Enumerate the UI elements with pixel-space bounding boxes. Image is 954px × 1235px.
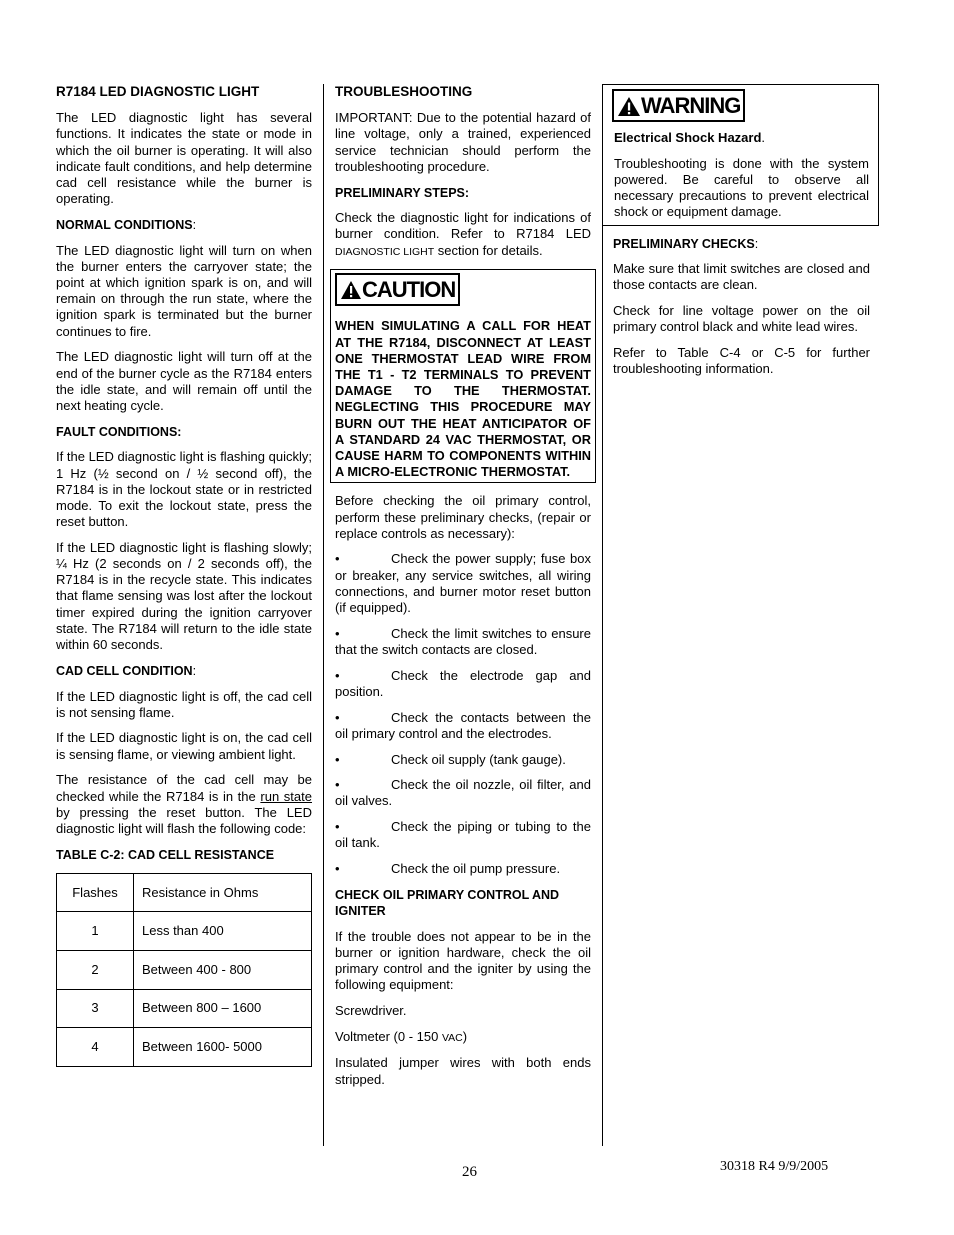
- run-state-underlined: run state: [260, 788, 312, 804]
- bullet-dot: •: [335, 667, 340, 683]
- bullet-dot: •: [335, 551, 340, 567]
- list-item-text: • Check the piping or tubing to the oil tank.: [335, 819, 591, 851]
- paragraph: If the LED diagnostic light is off, the cad cell is not sensing flame.: [56, 688, 312, 720]
- subheading-cad: CAD CELL CONDITION:: [56, 663, 197, 678]
- table-cell: Less than 400: [134, 912, 312, 951]
- list-item-text: • Check the oil nozzle, oil filter, and oil valves.: [335, 777, 591, 809]
- column-warning: [602, 84, 879, 387]
- table-row: [57, 989, 312, 1028]
- list-item-text: • Check the limit switches to ensure that the switch contacts are closed.: [335, 625, 591, 657]
- table-cell: 1: [57, 912, 134, 951]
- table-header-cell: Resistance in Ohms: [134, 873, 312, 912]
- paragraph: If the LED diagnostic light is flashing slowly; ¼ Hz (2 seconds on / 2 seconds off), the R7184 is in the recycle state. This indicates that flame sensing was lost after the lockout timer expired during the ignition carryover state. The R7184 will return to the idle state within 60 seconds.: [56, 539, 312, 653]
- table-row: [57, 912, 312, 951]
- section-heading-led: R7184 LED DIAGNOSTIC LIGHT: [56, 84, 260, 99]
- paragraph: The resistance of the cad cell may be checked while the R7184 is in the run state by pressing the reset button. The LED diagnostic light will flash the following code:: [56, 772, 312, 836]
- subheading-preliminary-checks: PRELIMINARY CHECKS:: [613, 236, 759, 251]
- warning-triangle-icon: [617, 96, 641, 117]
- document-id: 30318 R4 9/9/2005: [720, 1159, 829, 1174]
- caution-text: WHEN SIMULATING A CALL FOR HEAT AT THE R7184, DISCONNECT AT LEAST ONE THERMOSTAT LEAD WIRE FROM THE T1 - T2 TERMINALS TO PREVENT DAMAGE TO THE THERMOSTAT. NEGLECTING THIS PROCEDURE MAY BURN OUT THE HEAT ANTICIPATOR OF A STANDARD 24 VAC THERMOSTAT, OR CAUSE HARM TO COMPONENTS WITHIN A MICRO-ELECTRONIC THERMOSTAT.: [335, 318, 591, 480]
- subheading-fault: FAULT CONDITIONS:: [56, 424, 182, 439]
- section-heading-troubleshooting: TROUBLESHOOTING: [335, 84, 473, 99]
- table-cell: Between 800 – 1600: [134, 989, 312, 1028]
- paragraph: The LED diagnostic light will turn on when the burner enters the carryover state; the point at which ignition spark is on, and will remain on through the run state, where the ignition spark is terminated but the burner continues to fire.: [56, 242, 312, 339]
- column-led-diagnostic: [56, 84, 312, 1067]
- column-divider-left: [323, 84, 324, 1146]
- paragraph: Before checking the oil primary control, perform these preliminary checks, (repair or replace controls as necessary):: [335, 493, 591, 541]
- subheading-check-oil-primary: CHECK OIL PRIMARY CONTROL AND IGNITER: [335, 887, 560, 918]
- bullet-dot: •: [335, 819, 340, 835]
- paragraph: If the LED diagnostic light is on, the cad cell is sensing flame, or viewing ambient light.: [56, 730, 312, 762]
- paragraph: The LED diagnostic light will turn off at the end of the burner cycle as the R7184 enters the idle state, and will remain off until the next heating cycle.: [56, 349, 312, 413]
- paragraph: Insulated jumper wires with both ends stripped.: [335, 1055, 591, 1087]
- paragraph: IMPORTANT: Due to the potential hazard of line voltage, only a trained, experienced service technician should perform the troubleshooting procedure.: [335, 110, 591, 174]
- warning-label: [612, 89, 745, 122]
- subheading-preliminary-steps: PRELIMINARY STEPS:: [335, 185, 470, 200]
- list-item-text: • Check the oil pump pressure.: [335, 861, 561, 877]
- caution-box: [330, 269, 596, 483]
- list-item: [335, 668, 591, 700]
- list-item-text: • Check the contacts between the oil primary control and the electrodes.: [335, 709, 591, 741]
- paragraph: Make sure that limit switches are closed and those contacts are clean.: [613, 261, 870, 293]
- paragraph: If the LED diagnostic light is flashing quickly; 1 Hz (½ second on / ½ second off), the R7184 is in the lockout state or in restricted mode. To exit the lockout state, press the reset button.: [56, 449, 312, 530]
- list-item-text: • Check oil supply (tank gauge).: [335, 751, 566, 767]
- caution-label: [335, 273, 460, 306]
- paragraph: The LED diagnostic light has several functions. It indicates the state or mode in which the oil burner is operating. It will also indicate fault conditions, and help determine cad cell resistance while the burner is operating.: [56, 110, 312, 207]
- list-item: [335, 861, 591, 877]
- hazard-title: Electrical Shock Hazard.: [614, 130, 766, 145]
- table-cell: 3: [57, 989, 134, 1028]
- table-header-row: [57, 873, 312, 912]
- list-item-text: • Check the power supply; fuse box or breaker, any service switches, all wiring connections, and burner motor reset button (if equipped).: [335, 551, 591, 616]
- table-cell: 4: [57, 1028, 134, 1067]
- table-cell: Between 400 - 800: [134, 951, 312, 990]
- list-item: [335, 752, 591, 768]
- paragraph: Check for line voltage power on the oil primary control black and white lead wires.: [613, 303, 870, 335]
- cad-cell-resistance-table: [56, 873, 312, 1067]
- paragraph: Screwdriver.: [335, 1002, 407, 1018]
- subheading-normal: NORMAL CONDITIONS:: [56, 217, 197, 232]
- warning-box: [602, 84, 879, 226]
- paragraph: Check the diagnostic light for indications of burner condition. Refer to R7184 LED DIAGNOSTIC LIGHT section for details.: [335, 210, 591, 258]
- preliminary-checks-list: [335, 551, 591, 877]
- bullet-dot: •: [335, 777, 340, 793]
- table-cell: Between 1600- 5000: [134, 1028, 312, 1067]
- list-item: [335, 551, 591, 616]
- paragraph: Voltmeter (0 - 150 VAC): [335, 1028, 468, 1044]
- caution-word: CAUTION: [362, 277, 456, 303]
- bullet-dot: •: [335, 751, 340, 767]
- warning-triangle-icon: [340, 280, 362, 300]
- table-header-cell: Flashes: [57, 873, 134, 912]
- table-cell: 2: [57, 951, 134, 990]
- bullet-dot: •: [335, 709, 340, 725]
- paragraph: If the trouble does not appear to be in the burner or ignition hardware, check the oil primary control and the igniter by using the following equipment:: [335, 928, 591, 993]
- page-number: 26: [462, 1164, 477, 1180]
- bullet-dot: •: [335, 625, 340, 641]
- warning-word: WARNING: [641, 92, 741, 118]
- column-troubleshooting: [335, 84, 591, 1097]
- bullet-dot: •: [335, 861, 340, 877]
- table-row: [57, 1028, 312, 1067]
- list-item: [335, 777, 591, 809]
- list-item: [335, 819, 591, 851]
- paragraph: Refer to Table C-4 or C-5 for further troubleshooting information.: [613, 345, 870, 377]
- list-item-text: • Check the electrode gap and position.: [335, 667, 591, 699]
- list-item: [335, 710, 591, 742]
- list-item: [335, 626, 591, 658]
- table-row: [57, 951, 312, 990]
- table-title: TABLE C-2: CAD CELL RESISTANCE: [56, 847, 275, 862]
- warning-text: Troubleshooting is done with the system powered. Be careful to observe all necessary precautions to prevent electrical shock or equipment damage.: [614, 155, 869, 220]
